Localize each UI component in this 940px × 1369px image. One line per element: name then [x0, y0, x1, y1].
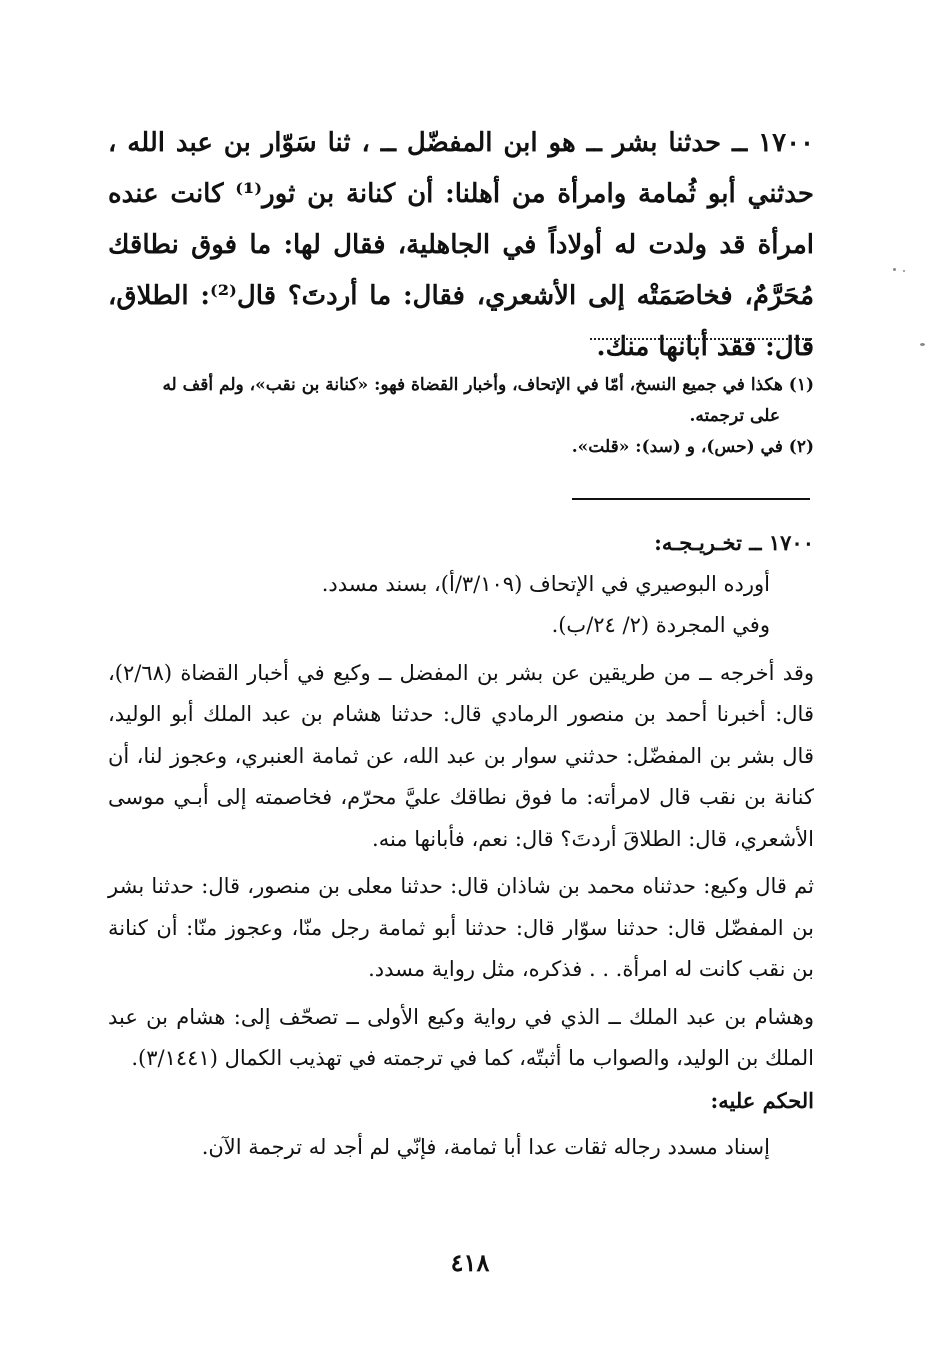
- footnote-separator: [590, 338, 812, 344]
- footnotes-block: [108, 370, 814, 463]
- footnote-2: (٢) في (حس)، و (سد): «قلت».: [571, 437, 814, 457]
- takhrij-heading: ١٧٠٠ ــ تخـريـجـه:: [654, 530, 814, 555]
- scan-speck: [903, 270, 905, 272]
- scan-speck: [893, 268, 896, 271]
- takhrij-paragraph-1: أورده البوصيري في الإتحاف (٣/١٠٩/أ)، بسند مسدد.: [321, 571, 770, 596]
- page-number: ٤١٨: [450, 1248, 490, 1277]
- section-separator: [572, 498, 810, 500]
- takhrij-section: [108, 522, 814, 1169]
- takhrij-paragraph-4: ثم قال وكيع: حدثناه محمد بن شاذان قال: حدثنا معلى بن منصور، قال: حدثنا بشر بن المفضّل قال: حدثنا سوّار قال: حدثنا أبو ثمامة رجل منّا، وعجوز منّا: أن كنانة بن نقب كانت له امرأة. . . فذكره، مثل رواية مسدد.: [108, 874, 814, 981]
- hadith-text-block: [108, 118, 814, 373]
- takhrij-paragraph-2: وفي المجردة (٢/ ٢٤/ب).: [551, 613, 770, 637]
- footnote-1-continuation: على ترجمته.: [689, 406, 780, 426]
- ruling-heading: الحكم عليه:: [710, 1087, 814, 1113]
- takhrij-paragraph-3: وقد أخرجه ــ من طريقين عن بشر بن المفضل ــ وكيع في أخبار القضاة (٢/٦٨)، قال: أخبرنا أحمد بن منصور الرمادي قال: حدثنا هشام بن عبد الملك أبو الوليد، قال بشر بن المفضّل: حدثني سوار بن عبد الله، عن ثمامة العنبري، وعجوز لنا، أن كنانة بن نقب قال لامرأته: ما فوق نطاقك عليَّ محرّم، فخاصمته إلى أبـي موسى الأشعري، قال: الطلاقَ أردتَ؟ قال: نعم، فأبانها منه.: [108, 660, 814, 851]
- scan-speck: [920, 343, 925, 346]
- takhrij-paragraph-5: وهشام بن عبد الملك ــ الذي في رواية وكيع الأولى ــ تصحّف إلى: هشام بن عبد الملك بن الوليد، والصواب ما أثبتّه، كما في ترجمته في تهذيب الكمال (٣/١٤٤١).: [108, 1004, 814, 1070]
- footnote-1: (١) هكذا في جميع النسخ، أمّا في الإتحاف، وأخبار القضاة فهو: «كنانة بن نقب»، ولم أقف له: [162, 375, 814, 395]
- ruling-text: إسناد مسدد رجاله ثقات عدا أبا ثمامة، فإنّي لم أجد له ترجمة الآن.: [201, 1135, 770, 1159]
- hadith-paragraph: ١٧٠٠ ــ حدثنا بشر ــ هو ابن المفضّل ــ ، ثنا سَوّار بن عبد الله ، حدثني أبو ثُمامة وامرأة من أهلنا: أن كنانة بن ثور⁽¹⁾ كانت عنده امرأة قد ولدت له أولاداً في الجاهلية، فقال لها: ما فوق نطاقك مُحَرَّمٌ، فخاصَمَتْه إلى الأشعري، فقال: ما أردتَ؟ قال⁽²⁾: الطلاق، قال: فقد أبانها منك.: [108, 128, 815, 362]
